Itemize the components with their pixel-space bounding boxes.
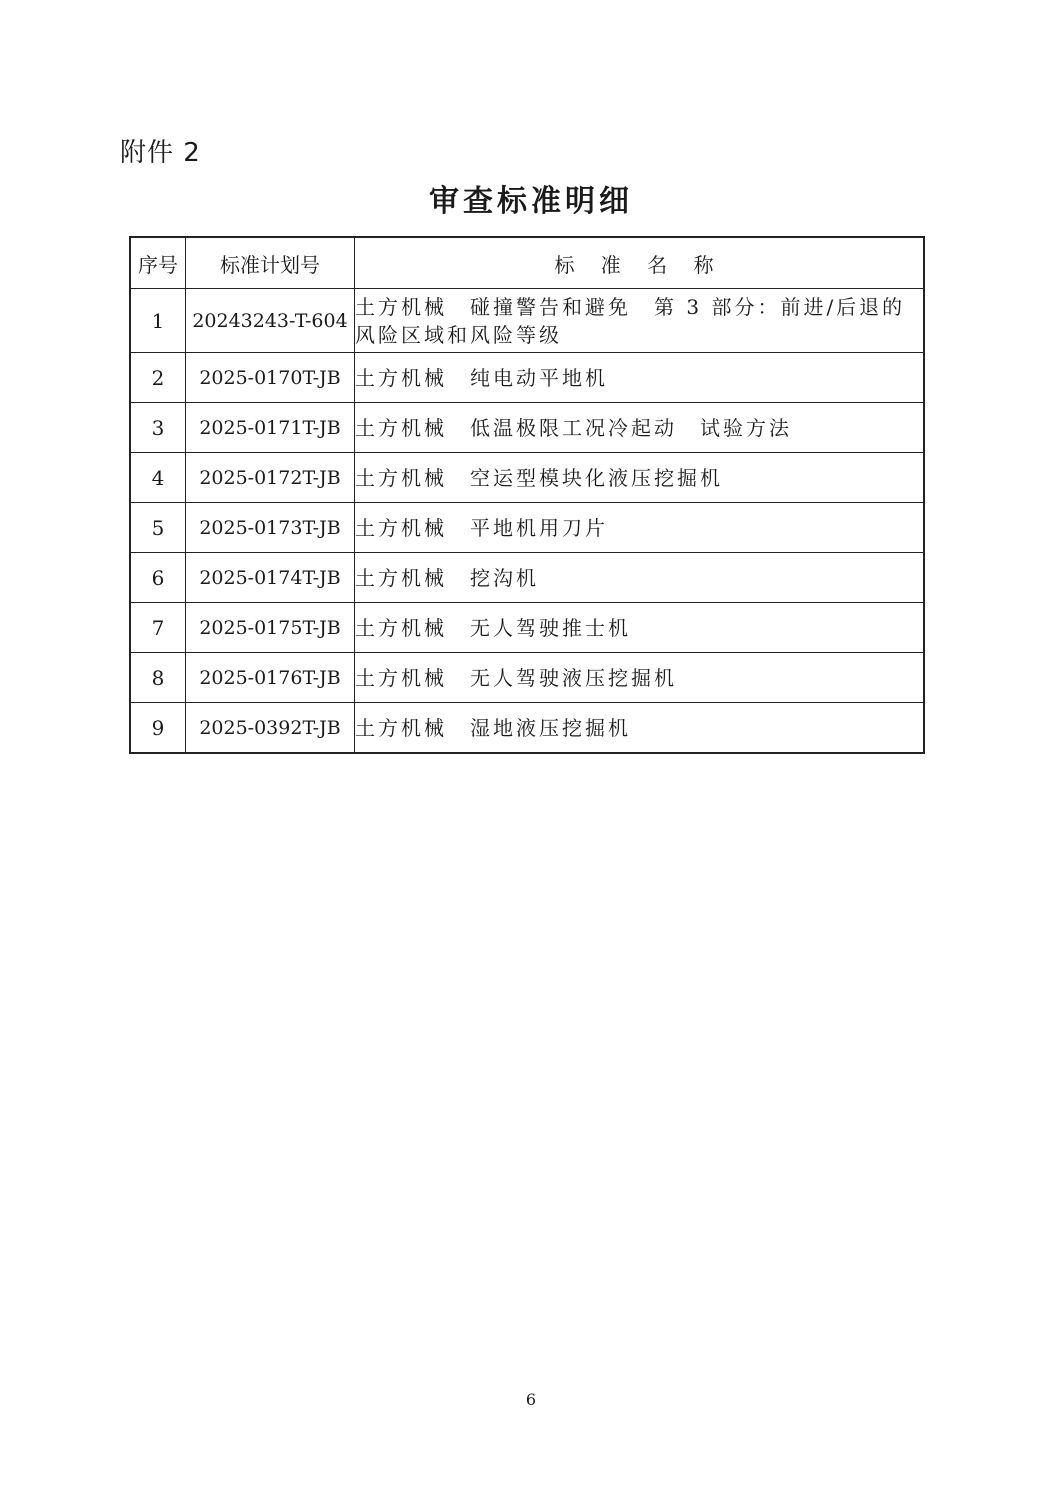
standards-table	[129, 236, 925, 754]
table-row	[130, 503, 924, 553]
row-seq: 5	[130, 503, 186, 553]
row-plan-number: 2025-0176T-JB	[186, 653, 355, 703]
row-seq: 6	[130, 553, 186, 603]
table-row	[130, 289, 924, 353]
row-plan-number: 2025-0174T-JB	[186, 553, 355, 603]
row-seq: 8	[130, 653, 186, 703]
table-row	[130, 453, 924, 503]
header-standard-name: 标 准 名 称	[355, 237, 925, 289]
table-row	[130, 653, 924, 703]
row-plan-number: 2025-0172T-JB	[186, 453, 355, 503]
row-standard-name: 土方机械 平地机用刀片	[355, 503, 925, 553]
row-seq: 9	[130, 703, 186, 754]
header-seq: 序号	[130, 237, 186, 289]
row-seq: 4	[130, 453, 186, 503]
table-header-row	[130, 237, 924, 289]
row-seq: 1	[130, 289, 186, 353]
row-standard-name: 土方机械 低温极限工况冷起动 试验方法	[355, 403, 925, 453]
row-plan-number: 2025-0392T-JB	[186, 703, 355, 754]
row-standard-name: 土方机械 无人驾驶液压挖掘机	[355, 653, 925, 703]
document-title: 审查标准明细	[429, 184, 633, 219]
table-row	[130, 603, 924, 653]
table-row	[130, 403, 924, 453]
row-standard-name: 土方机械 空运型模块化液压挖掘机	[355, 453, 925, 503]
row-standard-name: 土方机械 纯电动平地机	[355, 353, 925, 403]
row-plan-number: 2025-0175T-JB	[186, 603, 355, 653]
row-seq: 3	[130, 403, 186, 453]
row-standard-name: 土方机械 无人驾驶推士机	[355, 603, 925, 653]
header-plan-number: 标准计划号	[186, 237, 355, 289]
page-number: 6	[525, 1390, 537, 1409]
row-seq: 2	[130, 353, 186, 403]
attachment-label: 附件 2	[120, 138, 201, 168]
row-seq: 7	[130, 603, 186, 653]
row-standard-name: 土方机械 湿地液压挖掘机	[355, 703, 925, 754]
row-standard-name: 土方机械 碰撞警告和避免 第 3 部分：前进/后退的风险区域和风险等级	[355, 289, 925, 353]
table-row	[130, 553, 924, 603]
row-plan-number: 2025-0171T-JB	[186, 403, 355, 453]
row-plan-number: 2025-0173T-JB	[186, 503, 355, 553]
table-row	[130, 703, 924, 754]
row-plan-number: 20243243-T-604	[186, 289, 355, 353]
table-row	[130, 353, 924, 403]
row-standard-name: 土方机械 挖沟机	[355, 553, 925, 603]
row-plan-number: 2025-0170T-JB	[186, 353, 355, 403]
